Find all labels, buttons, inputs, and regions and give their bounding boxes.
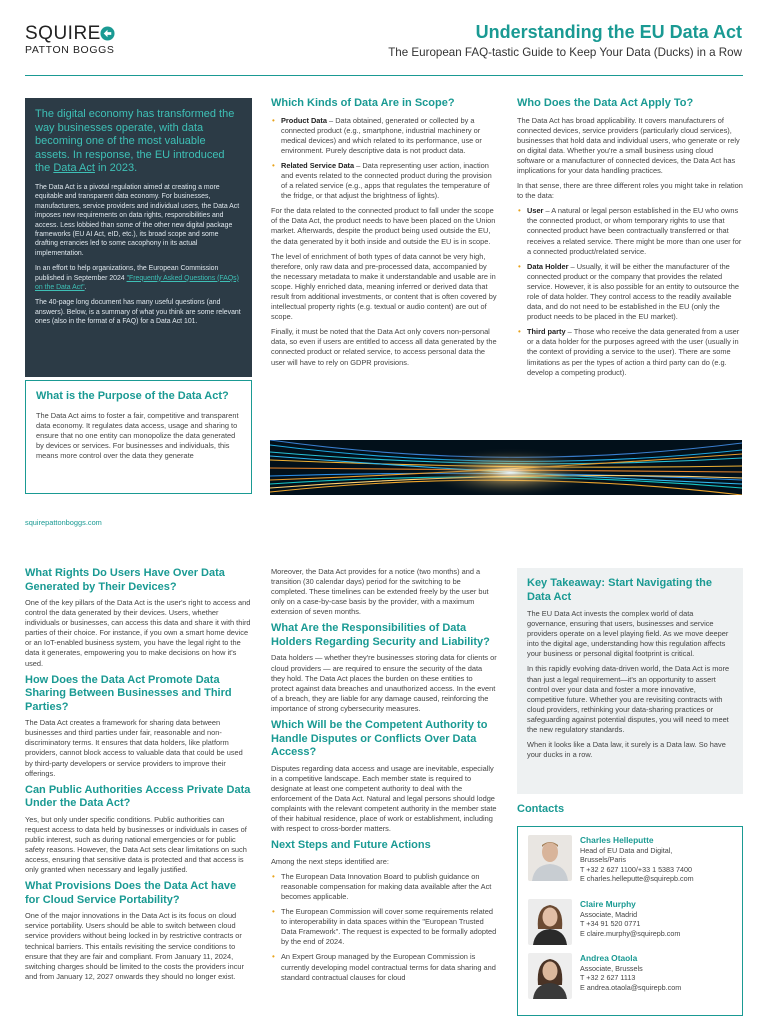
- list-item: • The European Data Innovation Board to publish guidance on reasonable compensation for making data available after the Act becomes applicable.: [272, 871, 492, 901]
- apply-heading: Who Does the Data Act Apply To?: [517, 97, 694, 109]
- data-act-link[interactable]: Data Act: [53, 162, 95, 175]
- avatar: [528, 835, 572, 881]
- section-text: Disputes regarding data access and usage are inevitable, especially in a competitive landscape. Each member state is required to designate at least one competent authority to deal with the enforcement of the Data Act. Natural and legal persons should lodge complaints with the relevant competent authority in the member state of their habitual residence, place of work or establishment, including with respect to cross-border matters.: [271, 763, 497, 834]
- logo-mark-icon: [100, 26, 115, 41]
- contact-card: [528, 835, 738, 885]
- section-heading: Which Will be the Competent Authority to Handle Disputes or Conflicts Over Data Access?: [271, 719, 488, 759]
- section-heading: Next Steps and Future Actions: [271, 839, 431, 852]
- contact-name: Charles Helleputte: [580, 835, 654, 845]
- intro-paragraph: The 40-page long document has many useful questions (and answers). Below, is a summary of what you think are some relevant ones (also in the format of a FAQ) for a Data Act 101.: [35, 299, 241, 326]
- contact-email[interactable]: E claire.murphy@squirepb.com: [580, 928, 681, 938]
- scope-paragraph: Finally, it must be noted that the Data Act only covers non-personal data, so even if users are entitled to access all data generated by the connected product or related service, to access personal data the user will have to rely on GDPR provisions.: [271, 327, 497, 367]
- section-heading: How Does the Data Act Promote Data Sharing Between Businesses and Third Parties?: [25, 673, 232, 713]
- data-streaks-image: [270, 440, 742, 495]
- contact-detail: Associate, Brussels: [580, 964, 643, 973]
- section-text: One of the major innovations in the Data Act is its focus on cloud service portability. Users should be able to switch between cloud service providers without being locked in by restrictive contracts or technical barriers. This entails revisiting the service conditions to ensure that they are fair and compliant. From January 11, 2024, switching charges should be limited to the costs the providers incur and from January 12, 2027 onwards they should no longer exist.: [25, 911, 244, 981]
- faq-link[interactable]: "Frequently Asked Questions (FAQs) on the Data Act": [35, 274, 239, 292]
- contact-phone: T +32 2 627 1113: [580, 973, 636, 983]
- contact-phone: T +34 91 520 0771: [580, 919, 641, 929]
- apply-section: [517, 97, 743, 383]
- contact-detail: Head of EU Data and Digital,: [580, 846, 673, 855]
- contact-card: [528, 953, 738, 1003]
- list-item: • An Expert Group managed by the European Commission is currently developing model contractual terms for data sharing and standard contractual clauses for cloud: [272, 952, 496, 982]
- logo-squire: SQUIRE: [25, 23, 101, 44]
- section-text: The Data Act creates a framework for sharing data between businesses and third parties under fair, reasonable and non-discriminatory terms. It ensures that data holders, like platform providers, cannot block access to valuable data that could be used by third-party developers or service providers to improve their offerings.: [25, 718, 243, 778]
- list-item: • Related Service Data – Data representing user action, inaction and events related to the connected product during the provision of a related service (e.g., apps that regulates the temperature of the fridge, or that adjust the brightness of lights).: [272, 160, 492, 201]
- responsibilities-section: [271, 567, 497, 988]
- section-text: One of the key pillars of the Data Act is the user's right to access and control the data generated by their devices. Users, whether individuals or businesses, can access this data and share it with third parties of their choice. For instance, if you own a smart home device or an IoT-enabled business system, you have the legal right to the data it generates, empowering you to make decisions on how it's used.: [25, 598, 251, 668]
- scope-section: [271, 97, 497, 373]
- list-item: • User – A natural or legal person established in the EU who owns the connected product, or whom temporary rights to use that connected product have been contractually transferred or that receives a related service. There might be more than one user for a connected product/related service.: [518, 206, 742, 256]
- takeaway-paragraph: The EU Data Act invests the complex world of data governance, ensuring that users, businesses and service providers operate on a level playing field. As we move deeper into the digital age, understanding how this regulation affects your business or personal digital footprint is critical.: [527, 609, 729, 659]
- takeaway-heading: Key Takeaway: Start Navigating the Data Act: [527, 577, 713, 603]
- section-heading: What Provisions Does the Data Act have for Cloud Service Portability?: [25, 880, 237, 906]
- header-divider: [25, 75, 743, 76]
- logo-patton-boggs: PATTON BOGGS: [25, 44, 115, 56]
- section-text: Data holders — whether they're businesses storing data for clients or cloud providers — are required to ensure the security of the data they hold. The Data Act places the burden on these entities to protect against data breaches and unauthorized access. In the event of a breach, they are liable for any damage caused, reinforcing the importance of strong cybersecurity measures.: [271, 653, 497, 713]
- section-heading: Can Public Authorities Access Private Data Under the Data Act?: [25, 783, 251, 810]
- intro-box: [25, 98, 252, 377]
- scope-paragraph: For the data related to the connected product to fall under the scope of the Data Act, the product needs to have been placed on the Union market. Afterwards, despite the product being used outside the EU, the data generated by it both inside and outside the EU is in scope.: [271, 206, 496, 246]
- avatar: [528, 953, 572, 999]
- contact-email[interactable]: E andrea.otaola@squirepb.com: [580, 982, 682, 992]
- apply-paragraph: The Data Act has broad applicability. It covers manufacturers of connected devices, service providers (particularly cloud services), businesses that hold data and individual users, who generate or rely on digital data. Whether you're a small business using cloud software or a manufacturer of connected devices, the Data Act has implications for your data handling practices.: [517, 115, 740, 175]
- page-subtitle: The European FAQ-tastic Guide to Keep Your Data (Ducks) in a Row: [388, 46, 742, 59]
- contacts-box: [517, 826, 743, 1016]
- intro-paragraph: The Data Act is a pivotal regulation aimed at creating a more equitable and transparent data economy. For businesses, manufacturers, service providers and individual users, the Data Act imposes new requirements on data rights, responsibilities and access. Less lobbied than some of the other new digital package frameworks (EU AI Act, eID, etc.), its broad scope and some drafting errancies led to some cacophony in its actual implementation.: [35, 183, 240, 257]
- contacts-heading: Contacts: [517, 803, 565, 815]
- takeaway-box: [517, 568, 743, 794]
- takeaway-paragraph: When it looks like a Data law, it surely is a Data law. So have your ducks in a row.: [527, 740, 726, 760]
- contact-name: Claire Murphy: [580, 899, 636, 909]
- contact-detail: Brussels/Paris: [580, 855, 626, 865]
- list-item: • Data Holder – Usually, it will be either the manufacturer of the connected product or the company that provides the related service. However, it is also possible for an entity to outsource the role of data holder. They control access to the readily available data, and do not need to be established in the EU (only the product needs to be placed in the EU market).: [518, 261, 739, 322]
- purpose-text: The Data Act aims to foster a fair, competitive and transparent data economy. It regulates data access, usage and sharing to ensure that no one entity can monopolize the data generated by devices or services. For businesses and individuals, this means more control over the data they generate: [36, 410, 239, 460]
- contact-detail: Associate, Madrid: [580, 910, 638, 919]
- intro-paragraph: In an effort to help organizations, the European Commission published in September 2024 "Frequently Asked Questions (FAQs) on the Data Act".: [35, 265, 239, 292]
- section-heading: What Rights Do Users Have Over Data Generated by Their Devices?: [25, 567, 225, 593]
- rights-section: [25, 567, 251, 982]
- scope-paragraph: The level of enrichment of both types of data cannot be very high, therefore, only raw data and pre-processed data, accompanied by the necessary metadata to make it understandable and usable are in scope. Highly enriched data, meaning inferred or derived data that result from additional investments, or content that is often covered by intellectual property rights (e.g. textual or audio content) are out of scope.: [271, 251, 497, 322]
- takeaway-paragraph: In this rapidly evolving data-driven world, the Data Act is more than just a legal requirement—it's an opportunity to assert control over your data and foster a more innovative, competitive future. Whether you are revisiting contracts with cloud providers, rethinking your data-sharing practices or safeguarding against potential disputes, you will need to meet the new regulatory standards.: [527, 664, 730, 735]
- contact-name: Andrea Otaola: [580, 953, 638, 963]
- contact-card: [528, 899, 738, 949]
- section-text: Yes, but only under specific conditions. Public authorities can request access to data held by businesses or individuals in cases of public interest, such as during national emergencies or for public safety reasons. However, the Data Act sets clear limitations on such access, ensuring that sensitive data is protected and that access is only granted when necessary and legally justified.: [25, 814, 247, 875]
- list-item: • Product Data – Data obtained, generated or collected by a connected product (e.g., smartphone, industrial machinery or medical devices) and which related to its performance, use or environment. Purely descriptive data is not product data.: [272, 115, 482, 155]
- section-text: Moreover, the Data Act provides for a notice (two months) and a transition (30 calendar days) period for the switching to be completed. These timelines can be extended freely by the user but only on a case-by-case basis by the provider, with a maximum extension of seven months.: [271, 567, 489, 617]
- purpose-heading: What is the Purpose of the Data Act?: [36, 390, 229, 402]
- contact-email[interactable]: E charles.helleputte@squirepb.com: [580, 874, 694, 884]
- avatar: [528, 899, 572, 945]
- contact-phone: T +32 2 627 1100/+33 1 5383 7400: [580, 864, 693, 874]
- list-item: • Third party – Those who receive the data generated from a user or a data holder for the purposes agreed with the user (usually in the context of providing a service to the user). There are some limitations as per the types of action a third party can do (e.g. develop a competing product).: [518, 327, 740, 377]
- list-item: • The European Commission will cover some requirements related to interoperability in data spaces within the "European Trusted Data Framework". The request is expected to be formally adopted by the end of 2024.: [272, 907, 497, 947]
- scope-heading: Which Kinds of Data Are in Scope?: [271, 97, 455, 109]
- section-heading: What Are the Responsibilities of Data Holders Regarding Security and Liability?: [271, 622, 490, 648]
- page-title: Understanding the EU Data Act: [475, 22, 742, 42]
- section-text: Among the next steps identified are:: [271, 856, 389, 866]
- purpose-box: [25, 380, 252, 494]
- intro-lead: The digital economy has transformed the way businesses operate, with data becoming one of the most valuable assets. In response, the EU introduced the Data Act in 2023.: [35, 108, 235, 175]
- apply-paragraph: In that sense, there are three different roles you might take in relation to the data:: [517, 181, 743, 201]
- footer-url-link[interactable]: squirepattonboggs.com: [25, 518, 102, 527]
